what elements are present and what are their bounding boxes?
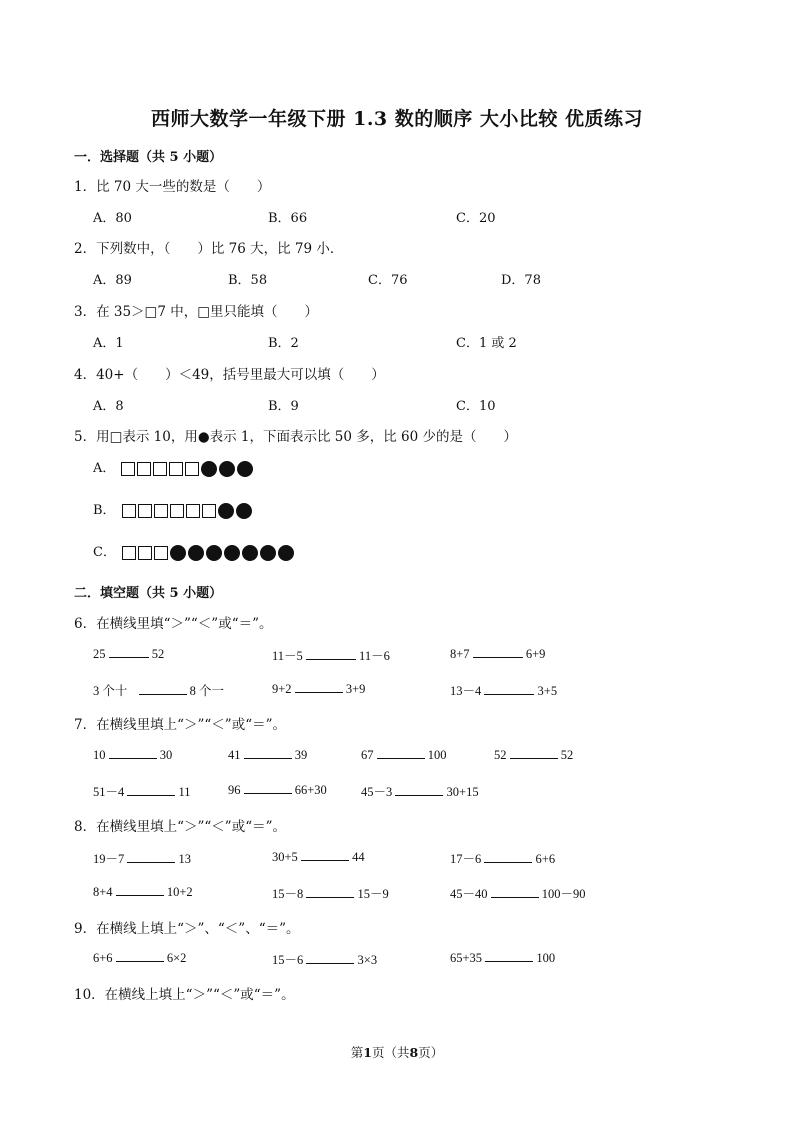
expr-left: 17－6	[450, 852, 482, 866]
question-9: 9．在横线上填上“＞”、“＜”、“＝”。	[74, 921, 300, 937]
expr-left: 19－7	[93, 852, 125, 866]
q6-item-4	[93, 681, 224, 699]
expr-left: 15－6	[272, 953, 304, 967]
ten-square-icon	[185, 462, 199, 476]
expr-left: 6+6	[93, 951, 113, 965]
q6-item-2	[272, 646, 390, 664]
ten-square-icon	[138, 504, 152, 518]
q5-option-b-shapes	[122, 503, 252, 519]
q8-item-2	[272, 849, 365, 865]
ten-square-icon	[138, 546, 152, 560]
answer-blank[interactable]	[306, 952, 354, 964]
expr-right: 100	[427, 748, 447, 762]
one-dot-icon	[188, 545, 204, 561]
q8-item-4	[93, 884, 193, 900]
answer-blank[interactable]	[116, 950, 164, 962]
answer-blank[interactable]	[377, 747, 425, 759]
expr-left: 11－5	[272, 649, 303, 663]
answer-blank[interactable]	[244, 747, 292, 759]
expr-left: 9+2	[272, 682, 292, 696]
q9-item-3	[450, 950, 555, 966]
page-title: 西师大数学一年级下册 1.3 数的顺序 大小比较 优质练习	[150, 108, 643, 130]
expr-left: 15－8	[272, 887, 304, 901]
expr-right: 39	[294, 748, 308, 762]
answer-blank[interactable]	[116, 884, 164, 896]
expr-left: 45－3	[361, 785, 393, 799]
expr-left: 45－40	[450, 887, 488, 901]
question-10: 10．在横线上填上“＞”“＜”或“＝”。	[74, 987, 295, 1003]
ten-square-icon	[169, 462, 183, 476]
one-dot-icon	[170, 545, 186, 561]
q5-option-a-label: A．	[93, 461, 116, 476]
answer-blank[interactable]	[395, 784, 443, 796]
expr-left: 51－4	[93, 785, 125, 799]
q5-option-a-shapes	[121, 461, 253, 477]
expr-left: 52	[494, 748, 507, 762]
expr-left: 25	[93, 647, 106, 661]
question-2: 2．下列数中，（ ）比 76 大，比 79 小．	[74, 241, 344, 257]
expr-right: 10+2	[166, 885, 193, 899]
answer-blank[interactable]	[473, 646, 523, 658]
one-dot-icon	[219, 461, 235, 477]
ten-square-icon	[122, 546, 136, 560]
one-dot-icon	[201, 461, 217, 477]
answer-blank[interactable]	[306, 886, 354, 898]
ten-square-icon	[153, 462, 167, 476]
q7-item-1	[93, 747, 172, 763]
q8-item-1	[93, 849, 191, 867]
question-8: 8．在横线里填上“＞”“＜”或“＝”。	[74, 819, 286, 835]
q6-item-5	[272, 681, 365, 697]
expr-right: 44	[352, 850, 365, 864]
q5-option-c[interactable]	[93, 541, 294, 561]
q4-option-c[interactable]: C．10	[456, 399, 496, 414]
q2-option-d[interactable]: D．78	[501, 273, 541, 288]
q8-item-3	[450, 849, 555, 867]
ten-square-icon	[170, 504, 184, 518]
expr-right: 100	[536, 951, 556, 965]
q6-item-3	[450, 646, 545, 662]
answer-blank[interactable]	[109, 747, 157, 759]
question-1: 1．比 70 大一些的数是（ ）	[74, 179, 271, 195]
q7-item-6	[228, 782, 327, 798]
footer-suffix: 页）	[418, 1045, 444, 1060]
question-4: 4．40+（ ）＜49，括号里最大可以填（ ）	[74, 367, 385, 383]
answer-blank[interactable]	[491, 886, 539, 898]
answer-blank[interactable]	[306, 648, 356, 660]
q5-option-b-label: B．	[93, 503, 116, 518]
one-dot-icon	[236, 503, 252, 519]
expr-left: 8+7	[450, 647, 470, 661]
q2-option-a[interactable]: A．89	[93, 273, 132, 288]
q5-option-b[interactable]	[93, 499, 252, 519]
expr-left: 3 个十	[93, 684, 128, 698]
answer-blank[interactable]	[127, 784, 175, 796]
q1-option-a[interactable]: A．80	[93, 211, 132, 226]
q6-item-1	[93, 646, 164, 662]
q8-item-5	[272, 884, 389, 902]
ten-square-icon	[122, 504, 136, 518]
page-footer	[0, 1043, 794, 1061]
one-dot-icon	[242, 545, 258, 561]
expr-left: 41	[228, 748, 241, 762]
q7-item-4	[494, 747, 573, 763]
ten-square-icon	[154, 546, 168, 560]
section-choice-heading: 一．选择题（共 5 小题）	[74, 150, 223, 165]
expr-right: 15－9	[357, 887, 389, 901]
ten-square-icon	[137, 462, 151, 476]
question-7: 7．在横线里填上“＞”“＜”或“＝”。	[74, 717, 286, 733]
one-dot-icon	[206, 545, 222, 561]
expr-right: 3×3	[357, 953, 378, 967]
expr-left: 8+4	[93, 885, 113, 899]
ten-square-icon	[202, 504, 216, 518]
answer-blank[interactable]	[510, 747, 558, 759]
expr-right: 6+9	[525, 647, 546, 661]
expr-right: 3+9	[345, 682, 366, 696]
q5-option-a[interactable]	[93, 457, 253, 477]
q7-item-3	[361, 747, 447, 763]
answer-blank[interactable]	[484, 683, 534, 695]
expr-right: 3+5	[537, 684, 558, 698]
answer-blank[interactable]	[127, 851, 175, 863]
expr-left: 10	[93, 748, 106, 762]
total-page-count: 8	[409, 1045, 419, 1060]
expr-right: 66+30	[294, 783, 327, 797]
expr-right: 8 个一	[189, 684, 225, 698]
expr-right: 100－90	[541, 887, 586, 901]
ten-square-icon	[186, 504, 200, 518]
q4-option-a[interactable]: A．8	[93, 399, 124, 414]
expr-right: 11	[178, 785, 191, 799]
expr-right: 11－6	[359, 649, 390, 663]
q7-item-7	[361, 782, 479, 800]
answer-blank[interactable]	[139, 683, 187, 695]
q3-option-c[interactable]: C．1 或 2	[456, 336, 517, 351]
q4-option-b[interactable]: B．9	[268, 399, 299, 414]
section-fill-heading: 二．填空题（共 5 小题）	[74, 586, 223, 601]
q3-option-a[interactable]: A．1	[93, 336, 124, 351]
one-dot-icon	[260, 545, 276, 561]
answer-blank[interactable]	[301, 849, 349, 861]
one-dot-icon	[224, 545, 240, 561]
answer-blank[interactable]	[484, 851, 532, 863]
q1-option-b[interactable]: B．66	[268, 211, 308, 226]
q2-option-c[interactable]: C．76	[368, 273, 408, 288]
expr-left: 96	[228, 783, 241, 797]
q3-option-b[interactable]: B．2	[268, 336, 299, 351]
expr-left: 67	[361, 748, 374, 762]
question-3: 3．在 35＞□7 中，□里只能填（ ）	[74, 304, 318, 320]
one-dot-icon	[278, 545, 294, 561]
expr-right: 6+6	[535, 852, 556, 866]
question-5: 5．用□表示 10，用●表示 1，下面表示比 50 多，比 60 少的是（ ）	[74, 429, 517, 445]
ten-square-icon	[121, 462, 135, 476]
q5-option-c-shapes	[122, 545, 294, 561]
q5-option-c-label: C．	[93, 545, 116, 560]
footer-middle: 页（共	[371, 1045, 410, 1060]
q1-option-c[interactable]: C．20	[456, 211, 496, 226]
footer-prefix: 第	[350, 1045, 364, 1060]
expr-right: 30	[159, 748, 173, 762]
q7-item-2	[228, 747, 307, 763]
current-page-number: 1	[363, 1045, 372, 1060]
one-dot-icon	[218, 503, 234, 519]
expr-right: 52	[560, 748, 574, 762]
expr-right: 52	[151, 647, 165, 661]
q8-item-6	[450, 884, 586, 902]
expr-left: 30+5	[272, 850, 298, 864]
ten-square-icon	[154, 504, 168, 518]
one-dot-icon	[237, 461, 253, 477]
expr-left: 13－4	[450, 684, 482, 698]
answer-blank[interactable]	[244, 782, 292, 794]
q2-option-b[interactable]: B．58	[228, 273, 268, 288]
answer-blank[interactable]	[485, 950, 533, 962]
q9-item-1	[93, 950, 186, 966]
answer-blank[interactable]	[109, 646, 149, 658]
answer-blank[interactable]	[295, 681, 343, 693]
question-6: 6．在横线里填“＞”“＜”或“＝”。	[74, 616, 273, 632]
q6-item-6	[450, 681, 557, 699]
expr-right: 13	[178, 852, 192, 866]
expr-right: 6×2	[166, 951, 187, 965]
q7-item-5	[93, 782, 191, 800]
expr-right: 30+15	[446, 785, 479, 799]
expr-left: 65+35	[450, 951, 483, 965]
q9-item-2	[272, 950, 377, 968]
